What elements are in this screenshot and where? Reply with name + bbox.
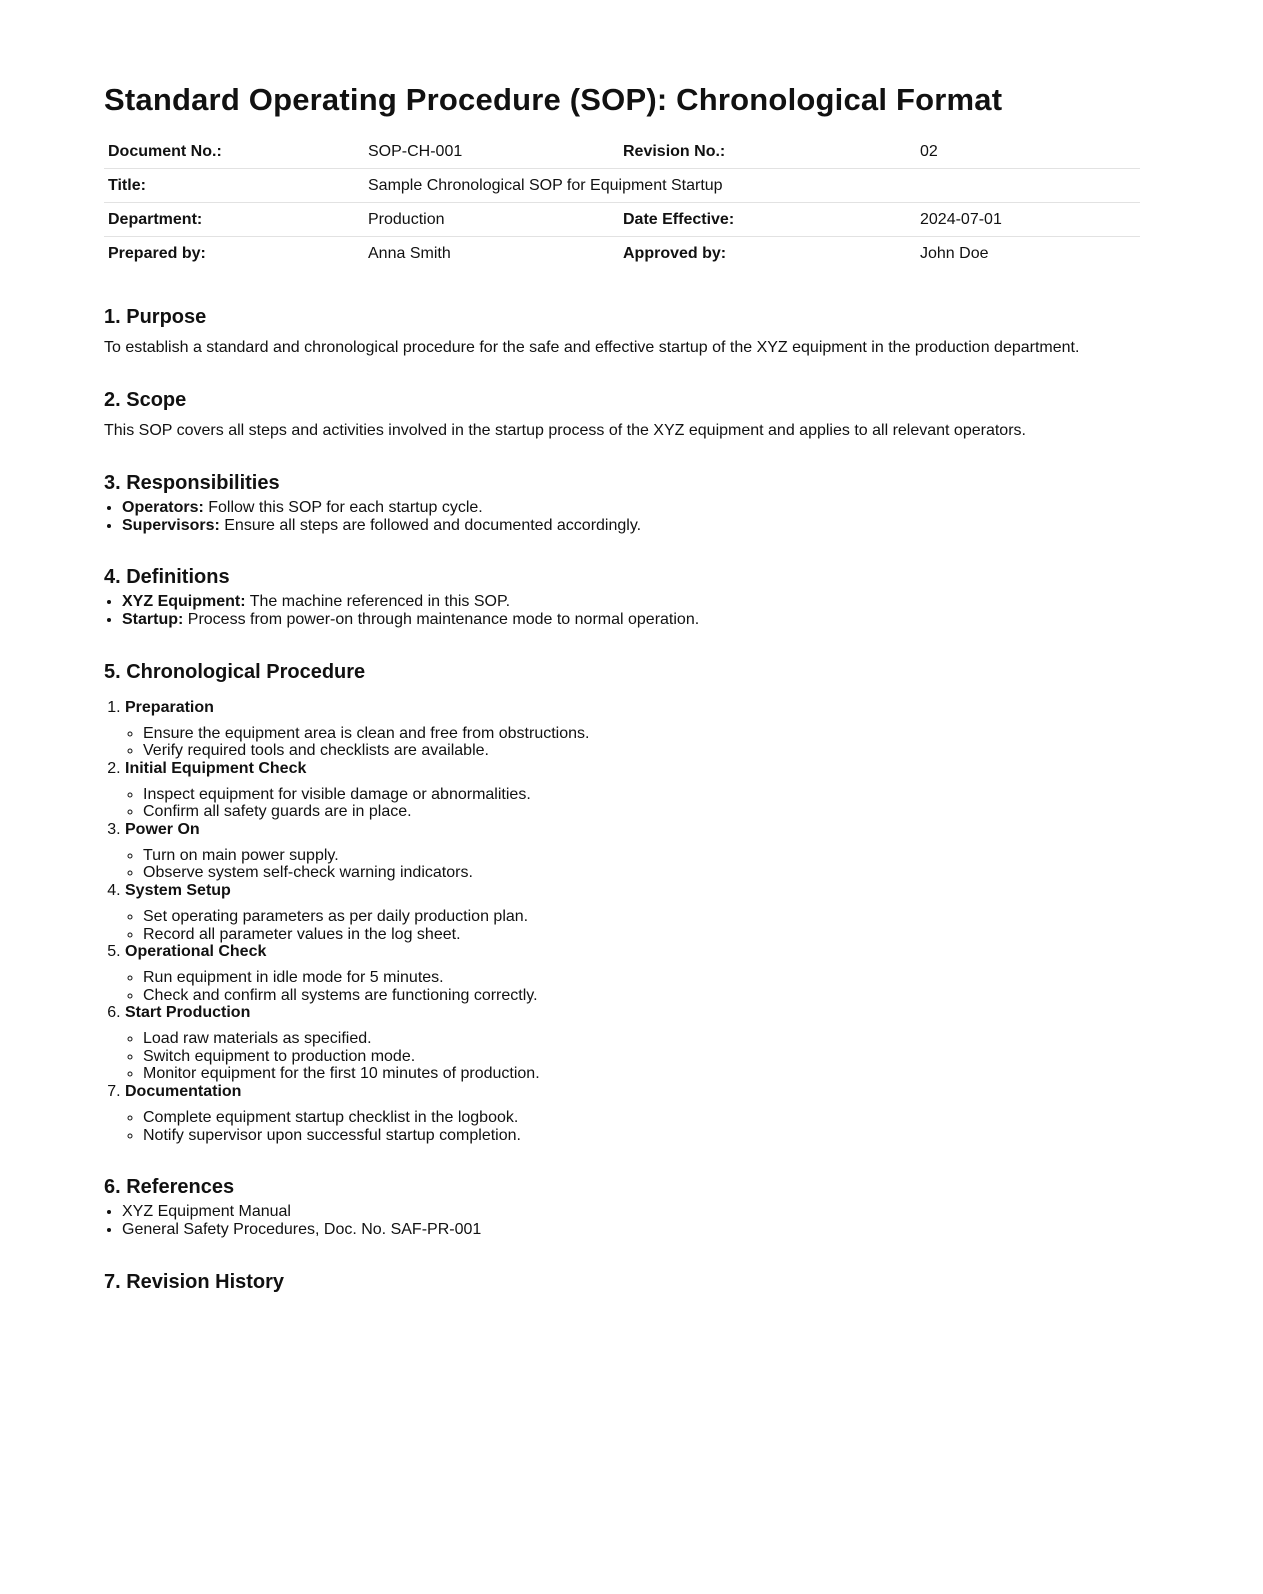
step-substeps — [125, 969, 1140, 1004]
responsibility-text: Follow this SOP for each startup cycle. — [203, 499, 483, 516]
date-effective-label: Date Effective: — [619, 203, 916, 237]
document-page — [104, 78, 1140, 1296]
revision-value: 02 — [920, 142, 938, 160]
department-label: Department: — [104, 203, 364, 237]
definitions-list — [104, 593, 1140, 628]
list-item: ◦ Ensure the equipment area is clean and free from obstructions. — [143, 725, 1140, 743]
doc-no-value: SOP-CH-001 — [368, 142, 463, 160]
list-item: ◦ Record all parameter values in the log sheet. — [143, 926, 1140, 944]
scope-text: This SOP covers all steps and activities involved in the startup process of the XYZ equipment and applies to all relevant operators. — [104, 422, 1026, 439]
step-title: 6. Start Production — [125, 1004, 251, 1022]
list-item: ◦ Notify supervisor upon successful startup completion. — [143, 1127, 1140, 1145]
title-label: Title: — [104, 169, 364, 203]
responsibilities-list — [104, 499, 1140, 534]
list-item — [122, 517, 1140, 535]
purpose-text: To establish a standard and chronological procedure for the safe and effective startup of the XYZ equipment in the production department. — [104, 339, 1080, 356]
procedure-heading: 5. Chronological Procedure — [104, 660, 366, 683]
title-value: Sample Chronological SOP for Equipment Startup — [364, 169, 1140, 203]
responsibilities-heading: 3. Responsibilities — [104, 472, 280, 494]
step-title: 3. Power On — [125, 821, 200, 839]
revision-history-heading: 7. Revision History — [104, 1270, 285, 1293]
definition-term: Startup: — [122, 611, 184, 629]
document-title: Standard Operating Procedure (SOP): Chronological Format — [104, 82, 1003, 117]
procedure-step — [125, 1083, 1140, 1144]
step-substeps — [125, 847, 1140, 882]
scope-heading: 2. Scope — [104, 389, 187, 411]
responsibility-text: Ensure all steps are followed and documented accordingly. — [219, 516, 642, 534]
list-item: ◦ Complete equipment startup checklist in the logbook. — [143, 1109, 1140, 1127]
table-row — [104, 135, 1140, 169]
list-item — [122, 611, 1140, 629]
list-item: ◦ Verify required tools and checklists are available. — [143, 742, 1140, 760]
step-title: 1. Preparation — [125, 698, 214, 716]
approved-by-value: John Doe — [916, 237, 1140, 271]
procedure-step — [125, 821, 1140, 882]
table-row — [104, 169, 1140, 203]
list-item: ◦ Inspect equipment for visible damage or abnormalities. — [143, 786, 1140, 804]
prepared-by-value: Anna Smith — [364, 237, 619, 271]
list-item — [122, 499, 1140, 517]
department-value: Production — [364, 203, 619, 237]
list-item: ◦ Confirm all safety guards are in place. — [143, 803, 1140, 821]
definition-text: Process from power-on through maintenance mode to normal operation. — [183, 611, 700, 629]
step-substeps — [125, 1030, 1140, 1083]
procedure-step — [125, 760, 1140, 821]
references-list — [104, 1203, 1140, 1238]
procedure-step — [125, 699, 1140, 760]
procedure-step — [125, 1004, 1140, 1083]
list-item: ◦ Turn on main power supply. — [143, 847, 1140, 865]
table-row — [104, 203, 1140, 237]
definition-text: The machine referenced in this SOP. — [245, 593, 511, 611]
step-title: 4. System Setup — [125, 882, 231, 900]
list-item: ◦ Check and confirm all systems are functioning correctly. — [143, 987, 1140, 1005]
responsibility-term: Operators: — [122, 499, 204, 516]
document-info-table — [104, 135, 1140, 270]
list-item — [122, 593, 1140, 611]
list-item: • General Safety Procedures, Doc. No. SAF-PR-001 — [122, 1221, 1140, 1239]
list-item: ◦ Switch equipment to production mode. — [143, 1048, 1140, 1066]
doc-no-label: Document No.: — [108, 142, 222, 160]
procedure-step — [125, 882, 1140, 943]
procedure-steps — [104, 699, 1140, 1144]
list-item: ◦ Run equipment in idle mode for 5 minutes. — [143, 969, 1140, 987]
table-row — [104, 237, 1140, 271]
list-item: ◦ Monitor equipment for the first 10 minutes of production. — [143, 1065, 1140, 1083]
list-item: • XYZ Equipment Manual — [122, 1203, 1140, 1221]
step-title: 2. Initial Equipment Check — [125, 759, 307, 777]
references-heading: 6. References — [104, 1176, 235, 1199]
step-title: 7. Documentation — [125, 1083, 242, 1101]
list-item: ◦ Set operating parameters as per daily production plan. — [143, 908, 1140, 926]
prepared-by-label: Prepared by: — [104, 237, 364, 271]
purpose-heading: 1. Purpose — [104, 306, 207, 328]
procedure-step — [125, 943, 1140, 1004]
list-item: ◦ Load raw materials as specified. — [143, 1030, 1140, 1048]
revision-label: Revision No.: — [623, 142, 726, 160]
step-substeps — [125, 725, 1140, 760]
definition-term: XYZ Equipment: — [122, 593, 246, 611]
list-item: ◦ Observe system self-check warning indicators. — [143, 864, 1140, 882]
definitions-heading: 4. Definitions — [104, 566, 230, 589]
date-effective-value: 2024-07-01 — [916, 203, 1140, 237]
approved-by-label: Approved by: — [619, 237, 916, 271]
step-title: 5. Operational Check — [125, 943, 267, 961]
responsibility-term: Supervisors: — [122, 516, 220, 534]
step-substeps — [125, 908, 1140, 943]
step-substeps — [125, 1109, 1140, 1144]
step-substeps — [125, 786, 1140, 821]
